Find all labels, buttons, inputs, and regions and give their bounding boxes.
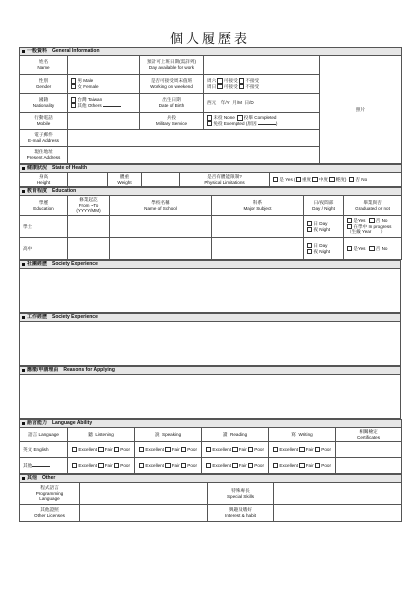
bullet-icon xyxy=(22,316,25,319)
graduated-yes-checkbox[interactable] xyxy=(347,246,352,251)
level-checkbox[interactable] xyxy=(232,447,237,452)
weekend-label: 是否可接受周末值班 Working on weekend xyxy=(140,75,204,94)
male-checkbox[interactable] xyxy=(71,78,76,83)
certificates-field[interactable] xyxy=(336,442,402,458)
level-label: Excellent xyxy=(212,446,232,452)
email-field[interactable] xyxy=(68,130,320,147)
level-label: Poor xyxy=(321,462,331,468)
speaking-col-header: 說 Speaking xyxy=(135,428,202,442)
interest-label: 興趣及嗜好 Interest & habit xyxy=(208,505,274,522)
graduated-options: 是Yes 否 No xyxy=(344,238,402,260)
education-table xyxy=(19,187,402,260)
speaking-level-options xyxy=(135,442,202,458)
level-label: Excellent xyxy=(145,446,165,452)
weight-field[interactable] xyxy=(142,173,180,187)
other-header: 其他 Other xyxy=(20,475,402,483)
club-experience-header: 社團經歷 Society Experience xyxy=(20,261,401,269)
general-info-header: 一般資料 General Information xyxy=(20,48,402,56)
language-col-header: 語言 Language xyxy=(20,428,68,442)
level-checkbox[interactable] xyxy=(165,447,170,452)
table-row xyxy=(20,442,402,458)
level-label: Poor xyxy=(120,446,130,452)
education-level-header: 學歷 Education xyxy=(20,196,68,216)
level-label: Fair xyxy=(238,462,247,468)
day-checkbox[interactable] xyxy=(307,221,312,226)
available-date-field[interactable] xyxy=(204,56,320,75)
writing-level-options xyxy=(269,442,336,458)
education-row-label: 學士 xyxy=(20,216,68,238)
graduated-no-checkbox[interactable] xyxy=(369,246,374,251)
name-label: 姓名 Name xyxy=(20,56,68,75)
level-checkbox[interactable] xyxy=(232,463,237,468)
address-label: 現住地址 Present Address xyxy=(20,147,68,164)
level-checkbox[interactable] xyxy=(273,463,278,468)
level-checkbox[interactable] xyxy=(139,463,144,468)
limitations-label: 是否有體能限制? Physical Limitations xyxy=(180,173,270,187)
language-header: 語言能力 Language Ability xyxy=(20,420,402,428)
level-checkbox[interactable] xyxy=(248,447,253,452)
reading-col-header: 讀 Reading xyxy=(202,428,269,442)
night-checkbox[interactable] xyxy=(307,249,312,254)
height-label: 身高 Height xyxy=(20,173,68,187)
table-row xyxy=(20,458,402,474)
level-label: Poor xyxy=(187,462,197,468)
military-none-checkbox[interactable] xyxy=(207,115,212,120)
military-label: 兵役 Military Service xyxy=(140,113,204,130)
day-checkbox[interactable] xyxy=(307,243,312,248)
education-period-field[interactable] xyxy=(68,216,110,238)
level-label: Fair xyxy=(171,462,180,468)
level-label: Excellent xyxy=(78,446,98,452)
interest-field[interactable] xyxy=(274,505,402,522)
level-label: Fair xyxy=(171,446,180,452)
female-checkbox[interactable] xyxy=(71,84,76,89)
major-field[interactable] xyxy=(212,238,304,260)
language-row-label: 英文 English xyxy=(20,442,68,458)
level-checkbox[interactable] xyxy=(206,463,211,468)
education-row-label: 高中 xyxy=(20,238,68,260)
level-checkbox[interactable] xyxy=(72,447,77,452)
mobile-label: 行動電話 Mobile xyxy=(20,113,68,130)
certificates-col-header: 相關檢定 Certificates xyxy=(336,428,402,442)
language-table xyxy=(19,419,402,474)
reading-level-options xyxy=(202,442,269,458)
education-period-header: 修業起訖 From ~To (YYYY/MM) xyxy=(68,196,110,216)
level-checkbox[interactable] xyxy=(114,447,119,452)
reasons-table xyxy=(19,366,401,419)
available-date-label: 預計可上班日期(需詳列) Day available for work xyxy=(140,56,204,75)
level-checkbox[interactable] xyxy=(181,463,186,468)
limitation-yes-checkbox[interactable] xyxy=(273,177,278,182)
weekend-options: 周六 可接受 不接受 周日 可接受 不接受 xyxy=(204,75,320,94)
graduated-yes-checkbox[interactable] xyxy=(347,218,352,223)
level-label: Excellent xyxy=(78,462,98,468)
health-header: 健康狀況 State of Health xyxy=(20,165,402,173)
special-skills-label: 特殊專長 Special Skills xyxy=(208,483,274,505)
listening-level-options xyxy=(68,442,135,458)
level-label: Poor xyxy=(254,462,264,468)
sun-accept-checkbox[interactable] xyxy=(217,84,222,89)
club-experience-table xyxy=(19,260,401,313)
height-field[interactable] xyxy=(68,173,108,187)
education-header: 教育程度 Education xyxy=(20,188,402,196)
address-field[interactable] xyxy=(68,147,320,164)
nationality-label: 國籍 Nationality xyxy=(20,94,68,113)
club-experience-field[interactable] xyxy=(20,269,401,313)
major-field[interactable] xyxy=(212,216,304,238)
level-label: Fair xyxy=(305,462,314,468)
level-checkbox[interactable] xyxy=(206,447,211,452)
programming-field[interactable] xyxy=(80,483,208,505)
level-checkbox[interactable] xyxy=(165,463,170,468)
level-label: Poor xyxy=(254,446,264,452)
level-label: Poor xyxy=(321,446,331,452)
level-checkbox[interactable] xyxy=(139,447,144,452)
level-label: Excellent xyxy=(145,462,165,468)
level-label: Excellent xyxy=(212,462,232,468)
level-checkbox[interactable] xyxy=(114,463,119,468)
gender-label: 性別 Gender xyxy=(20,75,68,94)
limitation-light-checkbox[interactable] xyxy=(329,177,334,182)
level-checkbox[interactable] xyxy=(299,463,304,468)
limitation-no-checkbox[interactable] xyxy=(349,177,354,182)
work-experience-field[interactable] xyxy=(20,322,401,366)
military-completed-checkbox[interactable] xyxy=(237,115,242,120)
day-night-options: 日 Day 夜 Night xyxy=(304,216,344,238)
licenses-field[interactable] xyxy=(80,505,208,522)
level-checkbox[interactable] xyxy=(299,447,304,452)
gender-options: 男 Male 女 Female xyxy=(68,75,140,94)
level-checkbox[interactable] xyxy=(98,447,103,452)
work-experience-header: 工作經歷 Society Experience xyxy=(20,314,401,322)
table-row xyxy=(20,238,402,260)
email-label: 電子郵件 E-mail Address xyxy=(20,130,68,147)
graduated-header: 畢業與否 Graduated or not xyxy=(344,196,402,216)
certificates-field[interactable] xyxy=(336,458,402,474)
nationality-options: 台灣 Taiwan 其他 Others xyxy=(68,94,140,113)
graduated-options: 是Yes 否 No 在學中 In progress （生級 Year ） xyxy=(344,216,402,238)
listening-col-header: 聽 Listening xyxy=(68,428,135,442)
education-period-field[interactable] xyxy=(68,238,110,260)
limitations-options: 是 Yes ( 重度 中度 輕度) 否 No xyxy=(270,173,402,187)
other-nationality-checkbox[interactable] xyxy=(71,103,76,108)
reading-level-options xyxy=(202,458,269,474)
speaking-level-options xyxy=(135,458,202,474)
limitation-medium-checkbox[interactable] xyxy=(312,177,317,182)
level-checkbox[interactable] xyxy=(273,447,278,452)
work-experience-table xyxy=(19,313,401,366)
graduated-no-checkbox[interactable] xyxy=(369,218,374,223)
level-label: Fair xyxy=(238,446,247,452)
school-name-field[interactable] xyxy=(110,216,212,238)
military-options: 未役 None 役畢 Completed 免役 Exempted (原因 ) xyxy=(204,113,320,130)
writing-col-header: 寫 Writing xyxy=(269,428,336,442)
school-name-header: 學校名稱 Name of School xyxy=(110,196,212,216)
bullet-icon xyxy=(22,263,25,266)
level-label: Excellent xyxy=(279,446,299,452)
weight-label: 體重 Weight xyxy=(108,173,142,187)
sat-accept-checkbox[interactable] xyxy=(217,78,222,83)
birth-field[interactable]: 西元 年/Y 月/M 日/D xyxy=(204,94,320,113)
school-name-field[interactable] xyxy=(110,238,212,260)
bullet-icon xyxy=(22,190,25,193)
bullet-icon xyxy=(22,422,25,425)
level-label: Excellent xyxy=(279,462,299,468)
reasons-field[interactable] xyxy=(20,375,401,419)
special-skills-field[interactable] xyxy=(274,483,402,505)
programming-label: 程式語言 Programming Language xyxy=(20,483,80,505)
birth-label: 出生日期 Date of Birth xyxy=(140,94,204,113)
reasons-header: 應徵/申請理由 Reasons for Applying xyxy=(20,367,401,375)
writing-level-options xyxy=(269,458,336,474)
major-header: 科系 Major Subject xyxy=(212,196,304,216)
bullet-icon xyxy=(22,369,25,372)
level-checkbox[interactable] xyxy=(248,463,253,468)
language-row-label: 其他 xyxy=(20,458,68,474)
level-label: Fair xyxy=(104,462,113,468)
photo-area[interactable]: 照片 xyxy=(320,56,402,164)
sun-reject-checkbox[interactable] xyxy=(239,84,244,89)
level-label: Poor xyxy=(120,462,130,468)
name-field[interactable] xyxy=(68,56,140,75)
level-label: Poor xyxy=(187,446,197,452)
night-checkbox[interactable] xyxy=(307,227,312,232)
level-checkbox[interactable] xyxy=(315,447,320,452)
bullet-icon xyxy=(22,477,25,480)
military-exempted-checkbox[interactable] xyxy=(207,121,212,126)
sat-reject-checkbox[interactable] xyxy=(239,78,244,83)
level-checkbox[interactable] xyxy=(72,463,77,468)
day-night-options: 日 Day 夜 Night xyxy=(304,238,344,260)
level-label: Fair xyxy=(104,446,113,452)
level-checkbox[interactable] xyxy=(315,463,320,468)
table-row xyxy=(20,216,402,238)
day-night-header: 日/夜間部 Day / Night xyxy=(304,196,344,216)
listening-level-options xyxy=(68,458,135,474)
level-checkbox[interactable] xyxy=(181,447,186,452)
level-label: Fair xyxy=(305,446,314,452)
licenses-label: 其他證照 Other Licenses xyxy=(20,505,80,522)
limitation-heavy-checkbox[interactable] xyxy=(296,177,301,182)
mobile-field[interactable] xyxy=(68,113,140,130)
taiwan-checkbox[interactable] xyxy=(71,97,76,102)
resume-form xyxy=(19,47,401,522)
health-table xyxy=(19,164,402,187)
bullet-icon xyxy=(22,50,25,53)
form-title: 個人履歷表 xyxy=(169,32,250,47)
other-table xyxy=(19,474,402,522)
bullet-icon xyxy=(22,167,25,170)
level-checkbox[interactable] xyxy=(98,463,103,468)
general-info-table xyxy=(19,47,402,164)
